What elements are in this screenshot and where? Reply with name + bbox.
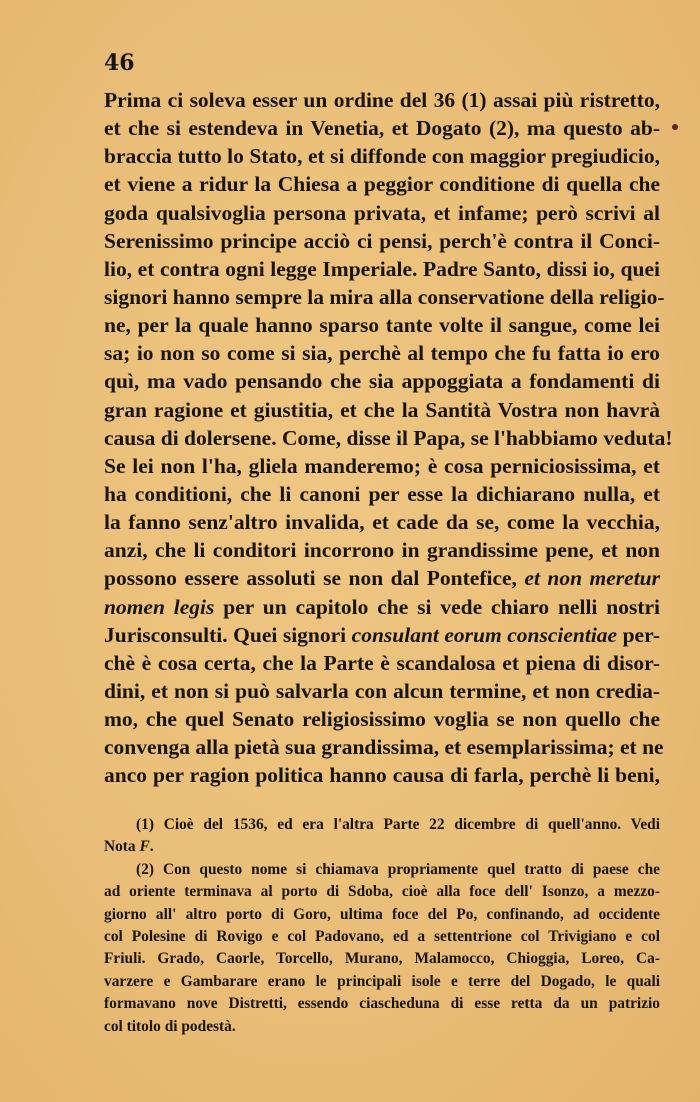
text-line: ne, per la quale hanno sparso tante volte il sangue, come lei [104, 313, 660, 338]
footnote-line: giorno all' altro porto di Goro, ultima foce del Po, confinando, ad occidente [104, 905, 660, 923]
ink-spot [672, 124, 678, 130]
text-line: ha conditioni, che li canoni per esse la dichiarano nulla, et [104, 481, 660, 506]
text-line: gran ragione et giustitia, et che la Santità Vostra non havrà [104, 397, 660, 422]
text-line: braccia tutto lo Stato, et si diffonde con maggior pregiudicio, [104, 144, 660, 169]
text-line: quì, ma vado pensando che sia appoggiata a fondamenti di [104, 369, 660, 394]
latin-phrase: nomen legis [104, 594, 215, 619]
footnote-line: (2) Con questo nome si chiamava propriamente quel tratto di paese che [136, 860, 660, 878]
text-line: chè è cosa certa, che la Parte è scandalosa et piena di disor- [104, 650, 660, 675]
footnotes [104, 814, 660, 1038]
page-number: 46 [104, 50, 135, 76]
text-line: sa; io non so come si sia, perchè al tempo che fu fatta io ero [104, 341, 660, 366]
text-line: Jurisconsulti. Quei signori consulant eorum conscientiae per- [104, 622, 660, 647]
text-line: lio, et contra ogni legge Imperiale. Padre Santo, dissi io, quei [104, 256, 660, 281]
text-line: anzi, che li conditori incorrono in grandissime pene, et non [104, 538, 660, 563]
text-line: goda qualsivoglia persona privata, et infame; però scrivi al [104, 200, 660, 225]
footnote-line: Nota F. [104, 838, 154, 856]
latin-phrase: et non meretur [524, 566, 661, 591]
text-line: la fanno senz'altro invalida, et cade da se, come la vecchia, [104, 510, 660, 535]
text-line: et che si estendeva in Venetia, et Dogato (2), ma questo ab- [104, 116, 660, 141]
footnote-line: varzere e Gambarare erano le principali isole e terre del Dogado, le quali [104, 972, 660, 990]
footnote-line: (1) Cioè del 1536, ed era l'altra Parte 22 dicembre di quell'anno. Vedi [136, 816, 660, 833]
text-line: convenga alla pietà sua grandissima, et esemplarissima; et ne [104, 735, 664, 760]
text-line: anco per ragion politica hanno causa di farla, perchè li beni, [104, 763, 660, 788]
text-line: Serenissimo principe acciò ci pensi, perch'è contra il Conci- [104, 228, 660, 253]
text-line: et viene a ridur la Chiesa a peggior conditione di quella che [104, 172, 660, 197]
footnote-line: formavano nove Distretti, essendo ciascheduna di esse retta da un patrizio [104, 995, 660, 1013]
footnote-line: Friuli. Grado, Caorle, Torcello, Murano, Malamocco, Chioggia, Loreo, Ca- [104, 950, 660, 968]
latin-phrase: consulant eorum conscientiae [351, 622, 618, 647]
text-line: mo, che quel Senato religiosissimo voglia se non quello che [104, 707, 660, 732]
footnote-line: ad oriente terminava al porto di Sdoba, cioè alla foce dell' Isonzo, a mezzo- [104, 883, 660, 901]
text-line: Prima ci soleva esser un ordine del 36 (1) assai più ristretto, [104, 88, 660, 112]
footnote-line: col Polesine di Rovigo e col Padovano, ed a settentrione col Trivigiano e col [104, 927, 660, 945]
text-line: Se lei non l'ha, gliela manderemo; è cosa perniciosissima, et [104, 453, 660, 478]
footnote-line: col titolo di podestà. [104, 1017, 236, 1035]
text-line: possono essere assoluti se non dal Pontefice, et non meretur [104, 566, 661, 591]
text-line: signori hanno sempre la mira alla conservatione della religio- [104, 284, 665, 309]
main-text [104, 86, 673, 790]
text-line: nomen legis per un capitolo che si vede chiaro nelli nostri [104, 594, 660, 619]
text-line: dini, et non si può salvarla con alcun termine, et non credia- [104, 678, 660, 703]
text-line: causa di dolersene. Come, disse il Papa, se l'habbiamo veduta! [104, 425, 673, 450]
